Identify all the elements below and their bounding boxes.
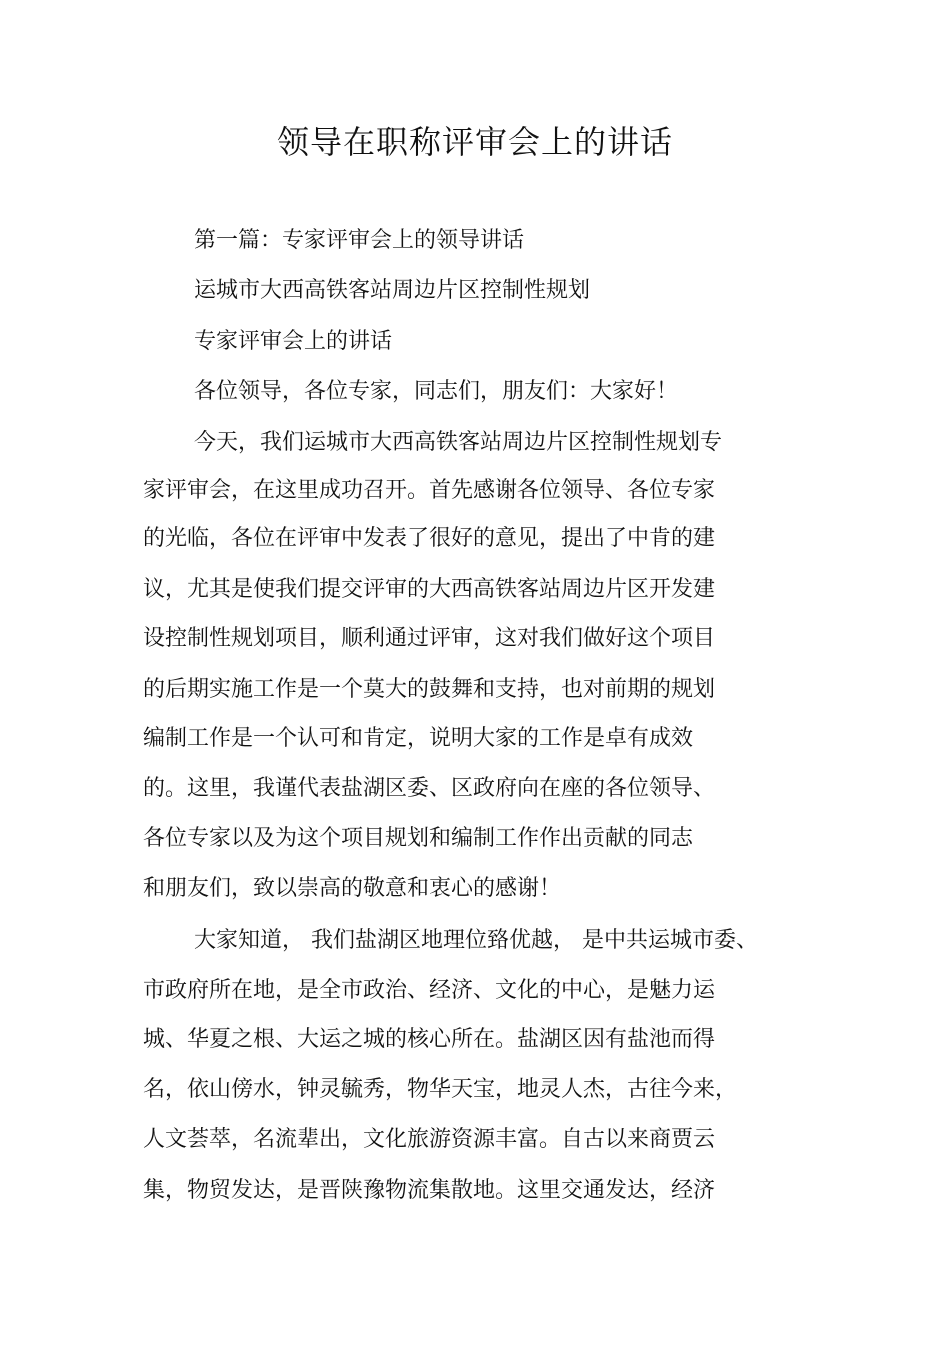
heading-line: 第一篇：专家评审会上的领导讲话	[194, 228, 525, 253]
paragraph-line: 今天，我们运城市大西高铁客站周边片区控制性规划专	[194, 430, 723, 455]
paragraph-line: 大家知道， 我们盐湖区地理位臵优越， 是中共运城市委、	[194, 928, 758, 953]
document-title: 领导在职称评审会上的讲话	[276, 123, 673, 161]
paragraph-line: 的。这里，我谨代表盐湖区委、区政府向在座的各位领导、	[143, 776, 716, 801]
paragraph-line: 设控制性规划项目，顺利通过评审，这对我们做好这个项目	[143, 626, 716, 651]
paragraph-line: 各位专家以及为这个项目规划和编制工作作出贡献的同志	[143, 826, 694, 851]
paragraph-line: 的光临，各位在评审中发表了很好的意见，提出了中肯的建	[143, 526, 716, 551]
paragraph-line: 和朋友们，致以崇高的敬意和衷心的感谢！	[143, 876, 562, 901]
paragraph-line: 的后期实施工作是一个莫大的鼓舞和支持，也对前期的规划	[143, 677, 716, 702]
heading-line: 专家评审会上的讲话	[194, 329, 393, 354]
paragraph-line: 编制工作是一个认可和肯定，说明大家的工作是卓有成效	[143, 726, 694, 751]
paragraph-line: 城、华夏之根、大运之城的核心所在。盐湖区因有盐池而得	[143, 1027, 716, 1052]
paragraph-line: 集，物贸发达，是晋陕豫物流集散地。这里交通发达，经济	[143, 1178, 716, 1203]
paragraph-line: 名，依山傍水，钟灵毓秀，物华天宝，地灵人杰，古往今来，	[143, 1077, 738, 1102]
salutation-line: 各位领导，各位专家，同志们，朋友们：大家好！	[194, 379, 679, 404]
heading-line: 运城市大西高铁客站周边片区控制性规划	[194, 278, 591, 303]
paragraph-line: 市政府所在地，是全市政治、经济、文化的中心，是魅力运	[143, 978, 716, 1003]
paragraph-line: 家评审会，在这里成功召开。首先感谢各位领导、各位专家	[143, 478, 716, 503]
paragraph-line: 议，尤其是使我们提交评审的大西高铁客站周边片区开发建	[143, 577, 716, 602]
paragraph-line: 人文荟萃，名流辈出，文化旅游资源丰富。自古以来商贾云	[143, 1127, 716, 1152]
